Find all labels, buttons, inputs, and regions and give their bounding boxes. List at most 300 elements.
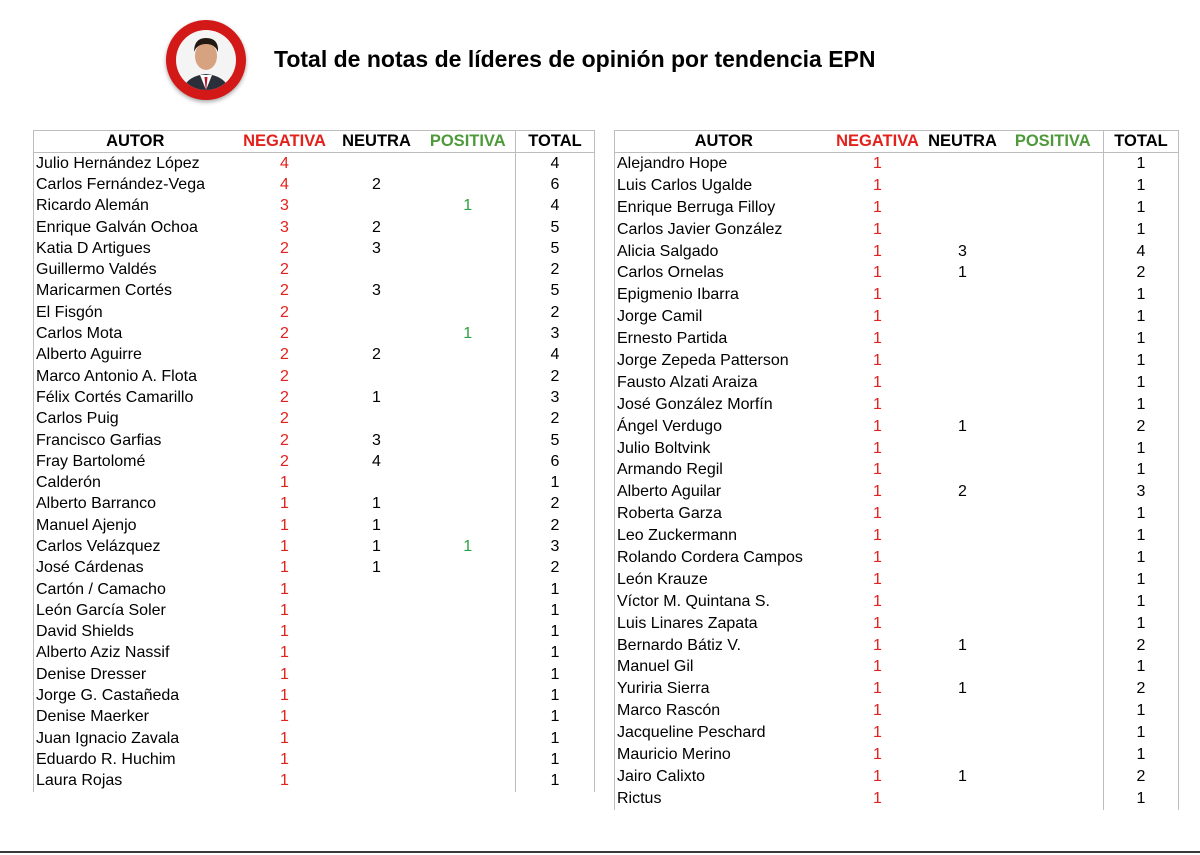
cell-negative: 2 [280, 303, 289, 321]
cell-positive [1003, 197, 1104, 219]
cell-negative: 1 [873, 154, 882, 172]
cell-total: 1 [1104, 569, 1179, 591]
cell-total: 1 [516, 664, 595, 685]
table-row [34, 409, 595, 430]
cell-positive [1003, 284, 1104, 306]
cell-total: 5 [516, 281, 595, 302]
cell-neutral [333, 409, 421, 430]
cell-negative: 1 [873, 592, 882, 610]
cell-total: 1 [516, 622, 595, 643]
cell-positive [421, 472, 516, 493]
cell-positive [421, 430, 516, 451]
cell-author: Carlos Ornelas [615, 262, 833, 284]
cell-neutral [923, 372, 1003, 394]
cell-neutral: 1 [372, 495, 381, 513]
table-row [34, 451, 595, 472]
cell-neutral [333, 366, 421, 387]
cell-total: 1 [1104, 525, 1179, 547]
table-row [34, 685, 595, 706]
cell-neutral: 1 [372, 537, 381, 555]
cell-author: Denise Maerker [34, 707, 237, 728]
cell-total: 1 [1104, 175, 1179, 197]
table-row [615, 153, 1179, 175]
cell-neutral: 1 [372, 516, 381, 534]
cell-total: 2 [516, 302, 595, 323]
header-author: AUTOR [615, 131, 833, 153]
table-row [34, 238, 595, 259]
cell-neutral: 2 [372, 346, 381, 364]
cell-total: 6 [516, 451, 595, 472]
cell-total: 1 [1104, 328, 1179, 350]
cell-total: 1 [1104, 306, 1179, 328]
cell-total: 5 [516, 430, 595, 451]
table-row [615, 438, 1179, 460]
table-row [34, 707, 595, 728]
cell-positive [1003, 722, 1104, 744]
cell-negative: 2 [280, 431, 289, 449]
table-row [615, 306, 1179, 328]
table-row [34, 174, 595, 195]
cell-author: Marco Rascón [615, 700, 833, 722]
cell-negative: 2 [280, 239, 289, 257]
cell-neutral [923, 153, 1003, 175]
table-row [34, 472, 595, 493]
cell-positive [421, 515, 516, 536]
cell-neutral [923, 394, 1003, 416]
cell-author: Katia D Artigues [34, 238, 237, 259]
cell-neutral [923, 197, 1003, 219]
cell-positive [1003, 241, 1104, 263]
table-row [615, 635, 1179, 657]
cell-author: Jorge Camil [615, 306, 833, 328]
cell-neutral [923, 459, 1003, 481]
cell-total: 3 [516, 387, 595, 408]
cell-negative: 1 [873, 242, 882, 260]
cell-total: 1 [1104, 722, 1179, 744]
table-row [615, 547, 1179, 569]
cell-negative: 1 [280, 559, 289, 577]
cell-positive [1003, 678, 1104, 700]
cell-negative: 1 [873, 395, 882, 413]
cell-negative: 1 [873, 351, 882, 369]
cell-neutral: 3 [372, 282, 381, 300]
table-row [615, 219, 1179, 241]
cell-total: 1 [1104, 350, 1179, 372]
cell-neutral [923, 656, 1003, 678]
table-body-right [615, 153, 1179, 810]
table-row [615, 613, 1179, 635]
table-row [615, 328, 1179, 350]
cell-author: José Cárdenas [34, 558, 237, 579]
cell-author: Ángel Verdugo [615, 416, 833, 438]
cell-negative: 2 [280, 452, 289, 470]
cell-negative: 1 [280, 516, 289, 534]
cell-total: 3 [516, 323, 595, 344]
cell-author: Fausto Alzati Araiza [615, 372, 833, 394]
cell-author: Guillermo Valdés [34, 259, 237, 280]
cell-negative: 1 [873, 527, 882, 545]
cell-neutral: 1 [958, 767, 967, 785]
cell-author: Manuel Ajenjo [34, 515, 237, 536]
cell-author: Roberta Garza [615, 503, 833, 525]
table-row [34, 515, 595, 536]
cell-negative: 1 [280, 687, 289, 705]
cell-negative: 1 [873, 789, 882, 807]
cell-author: Alberto Aguirre [34, 345, 237, 366]
cell-author: Francisco Garfias [34, 430, 237, 451]
cell-author: Leo Zuckermann [615, 525, 833, 547]
table-row [615, 262, 1179, 284]
cell-negative: 1 [280, 665, 289, 683]
authors-table-left [33, 130, 595, 792]
cell-author: León Krauze [615, 569, 833, 591]
cell-negative: 1 [280, 708, 289, 726]
cell-author: Carlos Puig [34, 409, 237, 430]
cell-neutral [333, 771, 421, 792]
cell-neutral [923, 744, 1003, 766]
table-row [34, 259, 595, 280]
cell-neutral [333, 153, 421, 175]
cell-neutral [333, 685, 421, 706]
cell-neutral: 1 [958, 264, 967, 282]
header-total: TOTAL [516, 131, 595, 153]
cell-negative: 1 [873, 570, 882, 588]
cell-neutral [333, 259, 421, 280]
cell-total: 3 [1104, 481, 1179, 503]
cell-positive [421, 600, 516, 621]
cell-positive [1003, 262, 1104, 284]
cell-total: 1 [1104, 547, 1179, 569]
table-row [615, 591, 1179, 613]
cell-total: 1 [516, 579, 595, 600]
cell-negative: 1 [873, 176, 882, 194]
cell-positive [1003, 219, 1104, 241]
cell-total: 1 [1104, 700, 1179, 722]
cell-neutral: 1 [958, 680, 967, 698]
cell-total: 2 [1104, 635, 1179, 657]
table-row [615, 372, 1179, 394]
cell-positive [421, 259, 516, 280]
cell-author: Ricardo Alemán [34, 196, 237, 217]
cell-positive [1003, 744, 1104, 766]
header-author: AUTOR [34, 131, 237, 153]
cell-total: 4 [516, 196, 595, 217]
table-row [34, 430, 595, 451]
cell-total: 2 [516, 366, 595, 387]
cell-negative: 1 [873, 745, 882, 763]
cell-author: José González Morfín [615, 394, 833, 416]
cell-positive [1003, 153, 1104, 175]
cell-total: 1 [516, 707, 595, 728]
table-row [615, 678, 1179, 700]
cell-positive [421, 345, 516, 366]
cell-neutral [923, 525, 1003, 547]
cell-author: Julio Boltvink [615, 438, 833, 460]
cell-total: 1 [516, 472, 595, 493]
cell-author: Jorge G. Castañeda [34, 685, 237, 706]
cell-neutral: 2 [372, 218, 381, 236]
cell-positive [421, 409, 516, 430]
cell-author: Manuel Gil [615, 656, 833, 678]
cell-positive [1003, 591, 1104, 613]
cell-total: 5 [516, 238, 595, 259]
cell-total: 2 [1104, 766, 1179, 788]
cell-neutral [333, 707, 421, 728]
cell-total: 2 [516, 409, 595, 430]
cell-author: Enrique Berruga Filloy [615, 197, 833, 219]
cell-neutral [923, 788, 1003, 810]
cell-positive [421, 728, 516, 749]
cell-neutral [923, 613, 1003, 635]
cell-neutral [333, 579, 421, 600]
cell-positive [1003, 525, 1104, 547]
cell-negative: 1 [873, 220, 882, 238]
cell-total: 2 [1104, 416, 1179, 438]
table-row [615, 569, 1179, 591]
cell-neutral [333, 600, 421, 621]
cell-neutral [923, 547, 1003, 569]
cell-author: Bernardo Bátiz V. [615, 635, 833, 657]
cell-neutral [923, 328, 1003, 350]
cell-negative: 1 [280, 644, 289, 662]
cell-total: 1 [1104, 372, 1179, 394]
cell-negative: 1 [873, 373, 882, 391]
cell-positive: 1 [463, 537, 473, 555]
cell-positive [421, 387, 516, 408]
cell-negative: 1 [873, 614, 882, 632]
table-row [34, 622, 595, 643]
table-row [34, 302, 595, 323]
cell-author: Alberto Aguilar [615, 481, 833, 503]
cell-negative: 2 [280, 410, 289, 428]
table-row [615, 241, 1179, 263]
cell-total: 2 [516, 515, 595, 536]
cell-author: Cartón / Camacho [34, 579, 237, 600]
cell-neutral [923, 722, 1003, 744]
cell-negative: 2 [280, 388, 289, 406]
cell-author: Alberto Aziz Nassif [34, 643, 237, 664]
cell-negative: 1 [873, 461, 882, 479]
cell-total: 1 [1104, 438, 1179, 460]
cell-total: 1 [1104, 591, 1179, 613]
cell-negative: 1 [873, 636, 882, 654]
cell-author: Yuriria Sierra [615, 678, 833, 700]
cell-neutral [333, 196, 421, 217]
cell-negative: 2 [280, 346, 289, 364]
table-row [615, 503, 1179, 525]
cell-positive [421, 366, 516, 387]
cell-negative: 2 [280, 325, 289, 343]
cell-neutral [333, 643, 421, 664]
cell-positive [1003, 635, 1104, 657]
cell-positive [421, 238, 516, 259]
cell-total: 1 [1104, 788, 1179, 810]
cell-author: Carlos Javier González [615, 219, 833, 241]
cell-total: 1 [1104, 656, 1179, 678]
cell-total: 1 [516, 749, 595, 770]
header-total: TOTAL [1104, 131, 1179, 153]
cell-negative: 1 [873, 483, 882, 501]
cell-positive [421, 281, 516, 302]
cell-positive [421, 174, 516, 195]
cell-negative: 1 [280, 474, 289, 492]
cell-negative: 1 [873, 702, 882, 720]
cell-neutral [333, 749, 421, 770]
cell-author: Rolando Cordera Campos [615, 547, 833, 569]
cell-neutral: 3 [958, 242, 967, 260]
cell-neutral: 2 [958, 483, 967, 501]
cell-positive [421, 749, 516, 770]
header-neutral: NEUTRA [333, 131, 421, 153]
cell-negative: 1 [280, 495, 289, 513]
cell-total: 2 [516, 494, 595, 515]
cell-total: 4 [516, 153, 595, 175]
header-negative: NEGATIVA [237, 131, 333, 153]
cell-neutral: 1 [372, 559, 381, 577]
table-row [615, 700, 1179, 722]
table-row [34, 217, 595, 238]
cell-neutral [333, 472, 421, 493]
cell-positive [1003, 394, 1104, 416]
cell-neutral [923, 350, 1003, 372]
table-row [34, 579, 595, 600]
cell-total: 4 [1104, 241, 1179, 263]
cell-author: Rictus [615, 788, 833, 810]
cell-total: 1 [1104, 503, 1179, 525]
cell-negative: 1 [873, 548, 882, 566]
table-row [34, 771, 595, 792]
cell-positive [1003, 569, 1104, 591]
cell-negative: 1 [873, 308, 882, 326]
table-row [615, 525, 1179, 547]
cell-total: 2 [1104, 678, 1179, 700]
cell-positive [421, 558, 516, 579]
cell-author: Denise Dresser [34, 664, 237, 685]
cell-neutral [923, 700, 1003, 722]
cell-negative: 1 [873, 439, 882, 457]
cell-author: Jacqueline Peschard [615, 722, 833, 744]
cell-neutral [333, 728, 421, 749]
table-row [34, 494, 595, 515]
cell-total: 1 [1104, 613, 1179, 635]
cell-total: 1 [516, 728, 595, 749]
cell-negative: 1 [873, 417, 882, 435]
cell-negative: 1 [873, 658, 882, 676]
cell-positive [1003, 459, 1104, 481]
cell-neutral [923, 591, 1003, 613]
cell-negative: 1 [280, 537, 289, 555]
cell-total: 1 [1104, 219, 1179, 241]
cell-negative: 1 [873, 286, 882, 304]
cell-negative: 1 [280, 772, 289, 790]
cell-negative: 1 [873, 330, 882, 348]
cell-neutral [333, 664, 421, 685]
cell-neutral: 2 [372, 175, 381, 193]
table-header-row [615, 131, 1179, 153]
cell-author: Laura Rojas [34, 771, 237, 792]
cell-positive: 1 [463, 197, 473, 215]
cell-author: Epigmenio Ibarra [615, 284, 833, 306]
cell-author: Julio Hernández López [34, 153, 237, 175]
cell-negative: 1 [873, 505, 882, 523]
cell-neutral: 1 [372, 388, 381, 406]
table-row [615, 766, 1179, 788]
cell-negative: 3 [280, 218, 289, 236]
cell-positive [421, 707, 516, 728]
cell-author: Fray Bartolomé [34, 451, 237, 472]
cell-total: 3 [516, 536, 595, 557]
cell-positive [1003, 613, 1104, 635]
cell-neutral: 3 [372, 239, 381, 257]
table-row [615, 350, 1179, 372]
cell-author: León García Soler [34, 600, 237, 621]
cell-author: Calderón [34, 472, 237, 493]
cell-total: 1 [1104, 153, 1179, 175]
cell-positive [1003, 700, 1104, 722]
table-row [615, 394, 1179, 416]
cell-positive [421, 153, 516, 175]
cell-negative: 1 [873, 767, 882, 785]
table-row [34, 728, 595, 749]
cell-author: Mauricio Merino [615, 744, 833, 766]
cell-negative: 1 [280, 729, 289, 747]
cell-author: Carlos Velázquez [34, 536, 237, 557]
table-row [34, 600, 595, 621]
cell-negative: 1 [280, 601, 289, 619]
cell-author: Armando Regil [615, 459, 833, 481]
cell-negative: 4 [280, 175, 289, 193]
header-negative: NEGATIVA [833, 131, 923, 153]
cell-negative: 1 [873, 264, 882, 282]
cell-author: Marco Antonio A. Flota [34, 366, 237, 387]
authors-table-right [614, 130, 1179, 810]
table-row [34, 345, 595, 366]
cell-author: Víctor M. Quintana S. [615, 591, 833, 613]
cell-positive [1003, 766, 1104, 788]
cell-negative: 1 [280, 750, 289, 768]
person-portrait-icon [166, 20, 246, 100]
cell-total: 5 [516, 217, 595, 238]
table-row [34, 664, 595, 685]
cell-author: Ernesto Partida [615, 328, 833, 350]
cell-positive [421, 494, 516, 515]
cell-total: 2 [1104, 262, 1179, 284]
table-row [615, 416, 1179, 438]
table-row [615, 481, 1179, 503]
bottom-divider [0, 851, 1200, 853]
cell-total: 1 [516, 643, 595, 664]
table-row [615, 459, 1179, 481]
cell-total: 1 [1104, 744, 1179, 766]
cell-positive [421, 771, 516, 792]
cell-neutral [333, 622, 421, 643]
cell-neutral [333, 302, 421, 323]
table-row [34, 153, 595, 175]
cell-positive [1003, 350, 1104, 372]
cell-author: Félix Cortés Camarillo [34, 387, 237, 408]
cell-positive [1003, 328, 1104, 350]
cell-author: Eduardo R. Huchim [34, 749, 237, 770]
table-row [34, 196, 595, 217]
cell-neutral [923, 219, 1003, 241]
cell-neutral: 1 [958, 417, 967, 435]
header-positive: POSITIVA [1003, 131, 1104, 153]
cell-neutral [923, 284, 1003, 306]
table-row [34, 366, 595, 387]
table-row [34, 323, 595, 344]
table-row [34, 643, 595, 664]
cell-negative: 3 [280, 197, 289, 215]
